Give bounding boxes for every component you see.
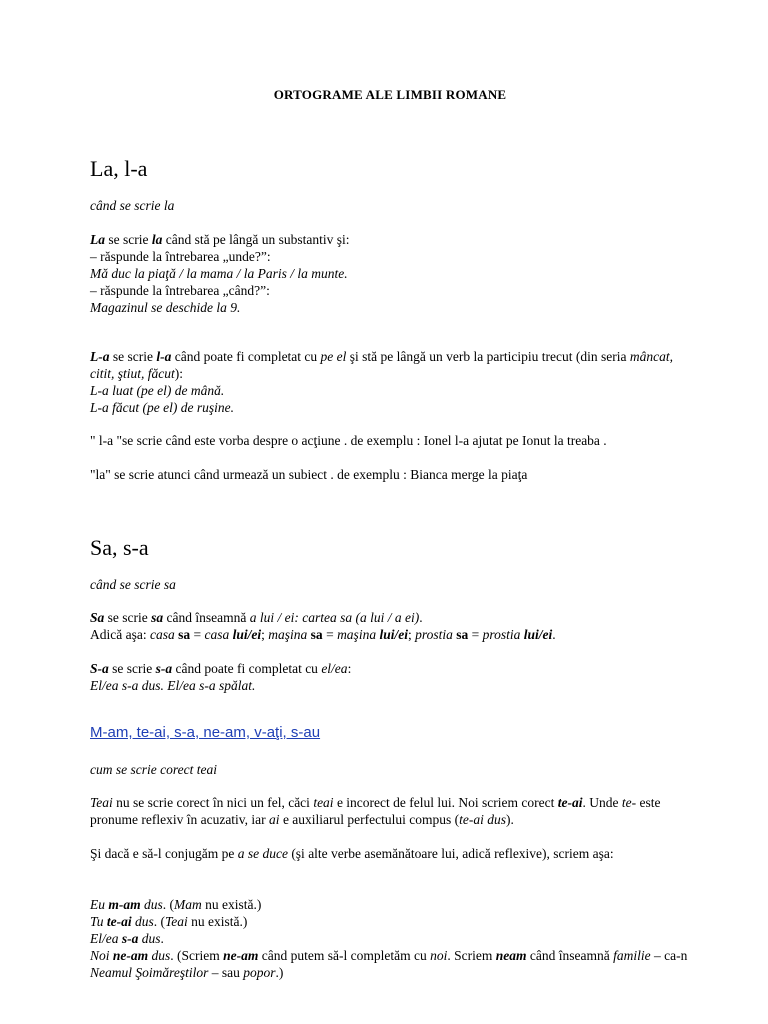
text: când înseamnă bbox=[163, 610, 250, 625]
text: ; bbox=[261, 627, 269, 642]
text: . ( bbox=[153, 914, 166, 929]
conj-noi bbox=[90, 947, 690, 981]
text: – ca-n bbox=[650, 948, 688, 963]
paragraph-conjugare bbox=[90, 845, 690, 862]
text: Tu bbox=[90, 914, 107, 929]
text: noi bbox=[430, 948, 448, 963]
sa-examples bbox=[90, 626, 690, 643]
text: . (Scriem bbox=[170, 948, 224, 963]
term-pe-el: pe el bbox=[320, 349, 347, 364]
text: . Unde bbox=[582, 795, 622, 810]
text: când putem să-l completăm cu bbox=[258, 948, 431, 963]
example-l-a-2: L-a făcut (pe el) de ruşine. bbox=[90, 400, 234, 415]
paragraph-s-a-rule bbox=[90, 660, 690, 694]
paragraph-teai bbox=[90, 794, 690, 828]
text: lui/ei bbox=[232, 627, 262, 642]
term-s-a: S-a bbox=[90, 661, 109, 676]
text: – sau bbox=[208, 965, 244, 980]
conjugation-list bbox=[90, 896, 690, 981]
text: este pronume reflexiv în acuzativ, iar bbox=[90, 795, 661, 827]
rule-unde: – răspunde la întrebarea „unde?”: bbox=[90, 249, 271, 264]
subtitle-sa: când se scrie sa bbox=[90, 577, 176, 592]
text: sa bbox=[456, 627, 469, 642]
text: Neamul Şoimăreştilor bbox=[90, 965, 209, 980]
text: ): bbox=[174, 366, 183, 381]
text: maşina bbox=[268, 627, 311, 642]
text: familie bbox=[613, 948, 651, 963]
text: Mam bbox=[174, 897, 202, 912]
text: prostia bbox=[482, 627, 524, 642]
text: ne-am bbox=[112, 948, 149, 963]
text: se scrie bbox=[108, 661, 156, 676]
term-sa: Sa bbox=[90, 610, 105, 625]
text: . bbox=[160, 931, 164, 946]
example-s-a: El/ea s-a dus. El/ea s-a spălat. bbox=[90, 678, 256, 693]
text: .) bbox=[275, 965, 284, 980]
text: când înseamnă bbox=[526, 948, 614, 963]
text: neam bbox=[495, 948, 527, 963]
example-l-a-1: L-a luat (pe el) de mână. bbox=[90, 383, 225, 398]
text: şi stă pe lângă un verb la participiu trecut (din seria bbox=[346, 349, 630, 364]
text: m-am bbox=[108, 897, 141, 912]
note-l-a: " l-a "se scrie când este vorba despre o acţiune . de exemplu : Ionel l-a ajutat pe Ionut la treaba . bbox=[90, 433, 607, 448]
text: când stă pe lângă un substantiv şi: bbox=[162, 232, 350, 247]
text: ). bbox=[506, 812, 514, 827]
paragraph-la-rule bbox=[90, 231, 690, 316]
heading-link-m-am[interactable] bbox=[90, 723, 690, 743]
text: sa bbox=[310, 627, 323, 642]
text: maşina bbox=[337, 627, 380, 642]
text: Şi dacă e să-l conjugăm pe bbox=[90, 846, 238, 861]
text: . bbox=[552, 627, 556, 642]
text: sa bbox=[178, 627, 191, 642]
conj-tu bbox=[90, 913, 690, 930]
conj-eu bbox=[90, 896, 690, 913]
text: Teai bbox=[90, 795, 113, 810]
text: = bbox=[190, 627, 205, 642]
text: nu există.) bbox=[201, 897, 262, 912]
text: Teai bbox=[165, 914, 188, 929]
text: popor bbox=[243, 965, 276, 980]
text: casa bbox=[204, 627, 233, 642]
text: Eu bbox=[90, 897, 109, 912]
text: lui/ei bbox=[523, 627, 553, 642]
term-el-ea: el/ea bbox=[321, 661, 348, 676]
text: dus bbox=[131, 914, 154, 929]
text: El/ea bbox=[90, 931, 122, 946]
paragraph-sa-rule bbox=[90, 609, 690, 643]
text: = bbox=[468, 627, 483, 642]
subtitle-teai: cum se scrie corect teai bbox=[90, 762, 217, 777]
term-la-inline: la bbox=[151, 232, 163, 247]
paragraph-l-a-rule bbox=[90, 348, 690, 416]
text: casa bbox=[149, 627, 179, 642]
heading-la: La, l-a bbox=[90, 156, 148, 181]
text: când poate fi completat cu bbox=[172, 661, 322, 676]
heading-sa: Sa, s-a bbox=[90, 535, 149, 560]
section-link[interactable]: M-am, te-ai, s-a, ne-am, v-aţi, s-au bbox=[90, 724, 321, 741]
text: nu există.) bbox=[187, 914, 248, 929]
subtitle-la: când se scrie la bbox=[90, 198, 175, 213]
text: se scrie bbox=[105, 232, 152, 247]
text: se scrie bbox=[104, 610, 152, 625]
text: s-a bbox=[121, 931, 139, 946]
text: ne-am bbox=[223, 948, 259, 963]
text: e incorect de felul lui. Noi scriem corect bbox=[333, 795, 558, 810]
text: . Scriem bbox=[447, 948, 496, 963]
example-sa-meaning: a lui / ei: cartea sa (a lui / a ei) bbox=[249, 610, 420, 625]
note-la: "la" se scrie atunci când urmează un subiect . de exemplu : Bianca merge la piaţa bbox=[90, 467, 528, 482]
text: . ( bbox=[162, 897, 175, 912]
text: Adică aşa: bbox=[90, 627, 150, 642]
term-l-a: L-a bbox=[90, 349, 110, 364]
text: te- bbox=[621, 795, 637, 810]
text: te-ai bbox=[106, 914, 132, 929]
text: : bbox=[347, 661, 352, 676]
text: când poate fi completat cu bbox=[171, 349, 321, 364]
rule-cand: – răspunde la întrebarea „când?”: bbox=[90, 283, 270, 298]
term-l-a-inline: l-a bbox=[156, 349, 172, 364]
text: (şi alte verbe asemănătoare lui, adică reflexive), scriem aşa: bbox=[287, 846, 614, 861]
conj-el-ea bbox=[90, 930, 690, 947]
term-seria: mâncat, citit, ştiut, făcut bbox=[90, 349, 673, 381]
text: Noi bbox=[90, 948, 113, 963]
text: dus bbox=[140, 897, 163, 912]
text: nu se scrie corect în nici un fel, căci bbox=[112, 795, 314, 810]
term-sa-inline: sa bbox=[151, 610, 164, 625]
term-la: La bbox=[90, 232, 105, 247]
text: a se duce bbox=[237, 846, 288, 861]
term-s-a-inline: s-a bbox=[155, 661, 173, 676]
text: e auxiliarul perfectului compus ( bbox=[279, 812, 460, 827]
text: . bbox=[419, 610, 423, 625]
text: te-ai bbox=[557, 795, 583, 810]
text: teai bbox=[313, 795, 334, 810]
text: ai bbox=[269, 812, 280, 827]
text: te-ai dus bbox=[459, 812, 506, 827]
text: dus bbox=[138, 931, 161, 946]
example-cand: Magazinul se deschide la 9. bbox=[90, 300, 241, 315]
text: prostia bbox=[415, 627, 457, 642]
example-unde: Mă duc la piaţă / la mama / la Paris / la munte. bbox=[90, 266, 348, 281]
text: lui/ei bbox=[379, 627, 408, 642]
text: se scrie bbox=[109, 349, 157, 364]
document-title: ORTOGRAME ALE LIMBII ROMANE bbox=[273, 87, 507, 102]
text: = bbox=[322, 627, 338, 642]
text: ; bbox=[407, 627, 416, 642]
text: dus bbox=[148, 948, 171, 963]
